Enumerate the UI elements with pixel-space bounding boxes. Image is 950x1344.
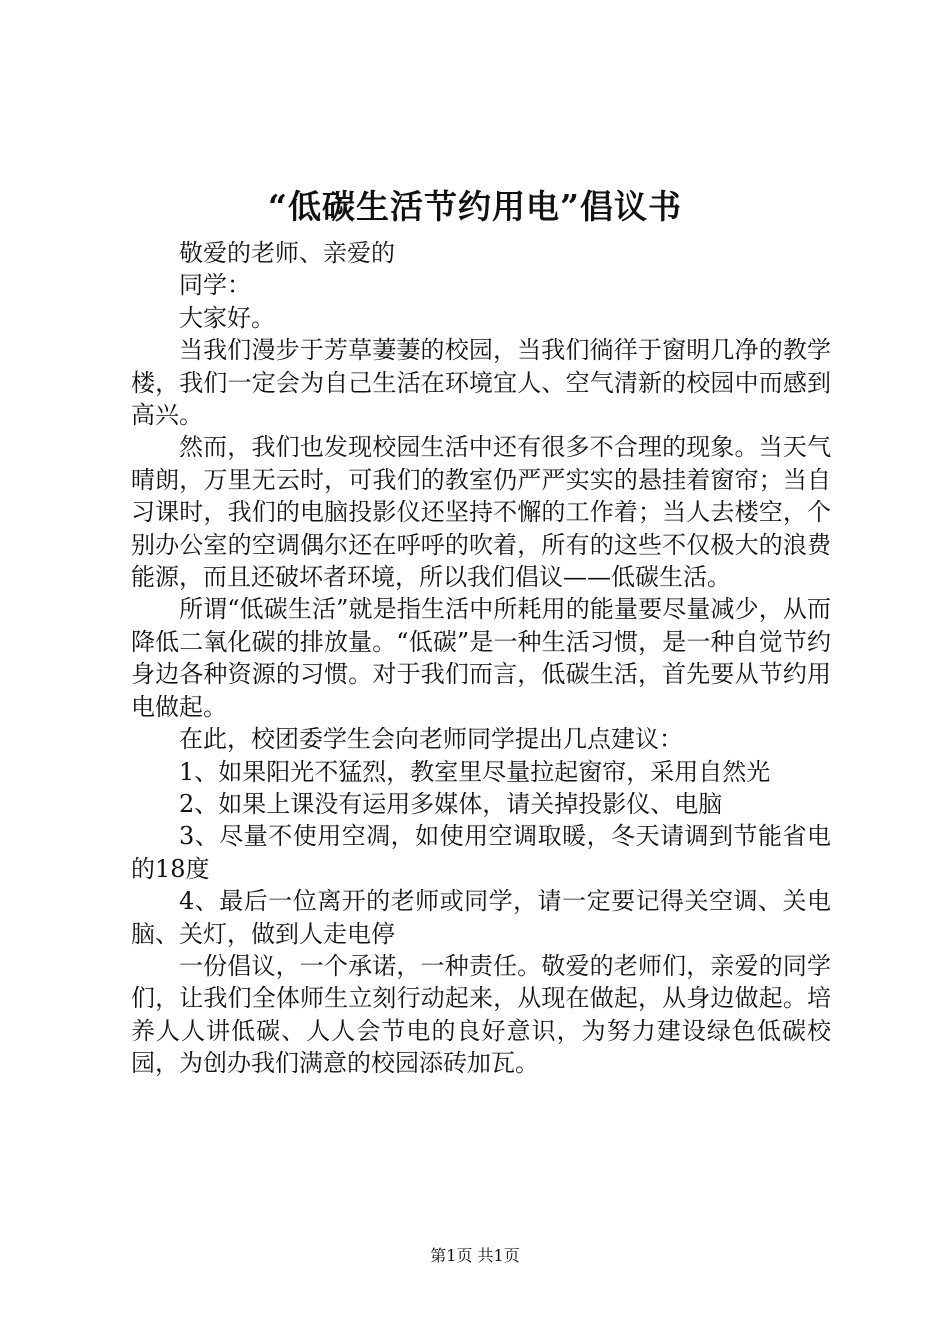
body-paragraph: 在此，校团委学生会向老师同学提出几点建议： bbox=[179, 725, 683, 754]
suggestion-item: 3、尽量不使用空凋，如使用空调取暖，冬天请调到节能省电的18度 bbox=[131, 822, 831, 883]
suggestion-item: 2、如果上课没有运用多媒体，请关掉投影仪、电脑 bbox=[179, 789, 723, 818]
closing-paragraph: 一份倡议，一个承诺，一种责任。敬爱的老师们，亲爱的同学们，让我们全体师生立刻行动起来，从现在做起，从身边做起。培养人人讲低碳、人人会节电的良好意识，为努力建设绿色低碳校园，为创办我们满意的校园添砖加瓦。 bbox=[131, 951, 831, 1078]
page-number: 第1页 共1页 bbox=[430, 1246, 520, 1265]
body-paragraph: 当我们漫步于芳草萋萋的校园，当我们徜徉于窗明几净的教学楼，我们一定会为自己生活在环境宜人、空气清新的校园中而感到高兴。 bbox=[131, 336, 831, 430]
suggestion-item: 1、如果阳光不猛烈，教室里尽量拉起窗帘，采用自然光 bbox=[179, 757, 771, 786]
salutation-line-2: 同学： bbox=[179, 271, 251, 300]
salutation-line-1: 敬爱的老师、亲爱的 bbox=[179, 239, 395, 267]
body-paragraph: 所谓“低碳生活”就是指生活中所耗用的能量要尽量减少，从而降低二氧化碳的排放量。“低碳”是一种生活习惯，是一种自觉节约身边各种资源的习惯。对于我们而言，低碳生活，首先要从节约用电做起。 bbox=[131, 595, 831, 721]
body-paragraph: 然而，我们也发现校园生活中还有很多不合理的现象。当天气晴朗，万里无云时，可我们的教室仍严严实实的悬挂着窗帘；当自习课时，我们的电脑投影仪还坚持不懈的工作着；当人去楼空，个别办公室的空调偶尔还在呼呼的吹着，所有的这些不仅极大的浪费能源，而且还破坏者环境，所以我们倡议——低碳生活。 bbox=[131, 433, 831, 592]
greeting: 大家好。 bbox=[179, 303, 275, 332]
document-title: “低碳生活节约用电”倡议书 bbox=[268, 187, 682, 226]
document-body bbox=[131, 237, 831, 1080]
suggestion-item: 4、最后一位离开的老师或同学，请一定要记得关空调、关电脑、关灯，做到人走电停 bbox=[131, 887, 831, 948]
